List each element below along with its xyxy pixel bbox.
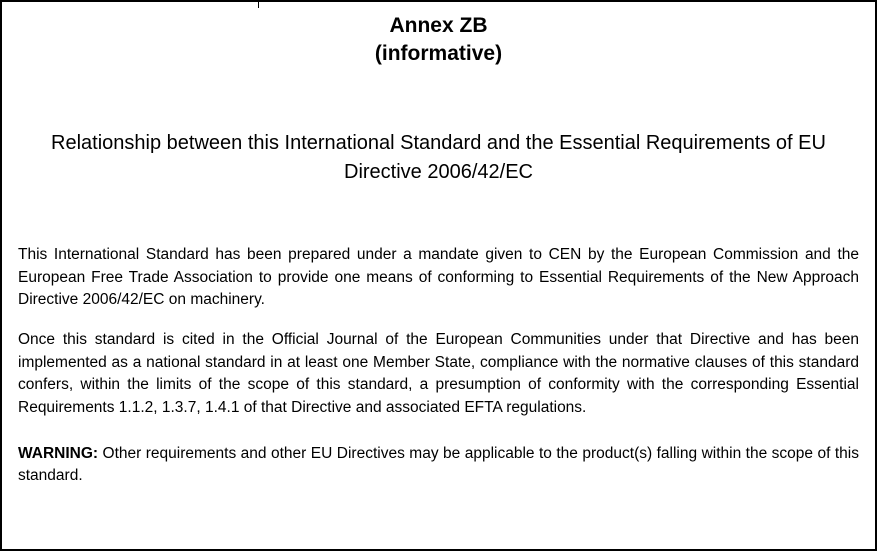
warning-text: Other requirements and other EU Directives may be applicable to the product(s) falling within the scope of this standard. (18, 444, 859, 485)
warning-label: WARNING: (18, 444, 99, 462)
warning-note (18, 443, 859, 488)
page-mark (258, 2, 259, 8)
annex-subtitle: (informative) (374, 41, 503, 65)
body-text (18, 244, 859, 419)
paragraph-1: This International Standard has been prepared under a mandate given to CEN by the European Commission and the European Free Trade Association to provide one means of conforming to Essential Requirements of the New Approach Directive 2006/42/EC on machinery. (18, 246, 859, 309)
warning-paragraph (18, 443, 859, 488)
document-content (2, 2, 875, 488)
annex-title: Annex ZB (389, 14, 488, 37)
annex-heading: Relationship between this International Standard and the Essential Requirements of EU Directive 2006/42/EC (51, 132, 826, 183)
paragraph-2: Once this standard is cited in the Official Journal of the European Communities under that Directive and has been implemented as a national standard in at least one Member State, compliance with the normative clauses of this standard confers, within the limits of the scope of this standard, a presumption of conformity with the corresponding Essential Requirements 1.1.2, 1.3.7, 1.4.1 of that Directive and associated EFTA regulations. (18, 331, 859, 416)
